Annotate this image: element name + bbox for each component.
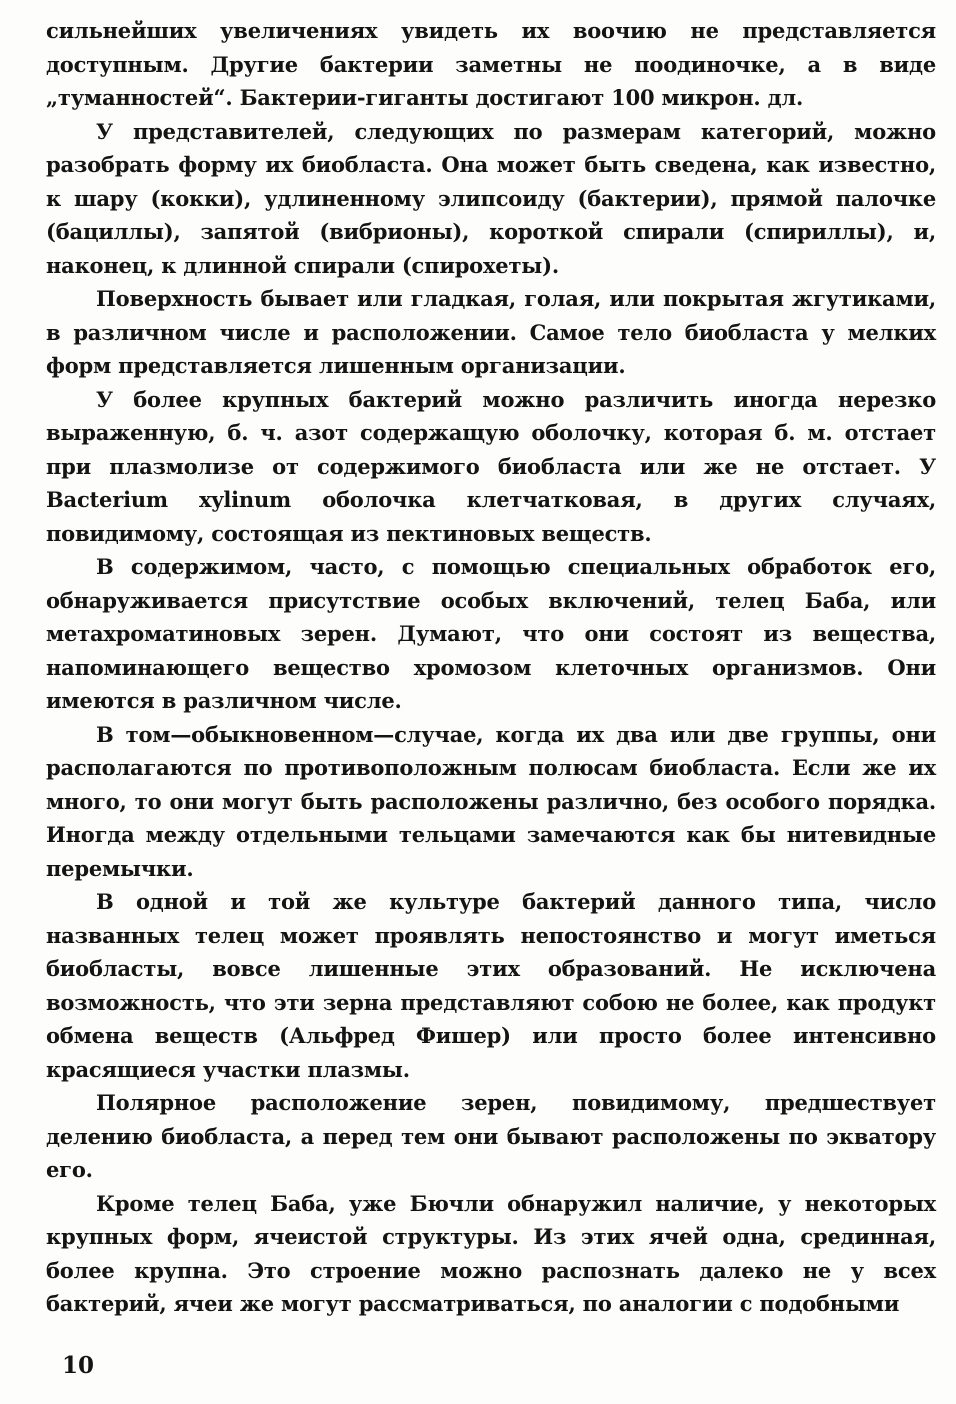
paragraph: В содержимом, часто, с помощью специальных обработок его, обнаруживается присутствие особых включений, телец Баба, или метахроматиновых зерен. Думают, что они состоят из вещества, напоминающего вещество хромозом клеточных организмов. Они имеются в различном числе. [46, 554, 936, 713]
paragraph: В одной и той же культуре бактерий данного типа, число названных телец может проявлять непостоянство и могут иметься биобласты, вовсе лишенные этих образований. Не исключена возможность, что эти зерна представляют собою не более, как продукт обмена веществ (Альфред Фишер) или просто более интенсивно красящиеся участки плазмы. [46, 889, 936, 1082]
page-number: 10 [62, 1352, 95, 1379]
body-text [46, 14, 936, 1321]
paragraph: Поверхность бывает или гладкая, голая, или покрытая жгутиками, в различном числе и расположении. Самое тело биобласта у мелких форм представляется лишенным организации. [46, 286, 936, 378]
paragraph: Полярное расположение зерен, повидимому, предшествует делению биобласта, а перед тем они бывают расположены по экватору его. [46, 1090, 936, 1182]
paragraph: сильнейших увеличениях увидеть их воочию не представляется доступным. Другие бактерии заметны не поодиночке, а в виде „туманностей“. Бактерии-гиганты достигают 100 микрон. дл. [46, 18, 936, 110]
paragraph: Кроме телец Баба, уже Бючли обнаружил наличие, у некоторых крупных форм, ячеистой структуры. Из этих ячей одна, срединная, более крупна. Это строение можно распознать далеко не у всех бактерий, ячеи же могут рассматриваться, по аналогии с подобными [46, 1190, 936, 1316]
paragraph: У представителей, следующих по размерам категорий, можно разобрать форму их биобласта. Она может быть сведена, как известно, к шару (кокки), удлиненному элипсоиду (бактерии), прямой палочке (бациллы), запятой (вибрионы), короткой спирали (спириллы), и, наконец, к длинной спирали (спирохеты). [46, 118, 936, 278]
paragraph: В том—обыкновенном—случае, когда их два или две группы, они располагаются по противоположным полюсам биобласта. Если же их много, то они могут быть расположены различно, без особого порядка. Иногда между отдельными тельцами замечаются как бы нитевидные перемычки. [46, 721, 936, 881]
paragraph: У более крупных бактерий можно различить иногда нерезко выраженную, б. ч. азот содержащую оболочку, которая б. м. отстает при плазмолизе от содержимого биобласта или же не отстает. У Bacterium xylinum оболочка клетчатковая, в других случаях, повидимому, состоящая из пектиновых веществ. [46, 386, 936, 546]
